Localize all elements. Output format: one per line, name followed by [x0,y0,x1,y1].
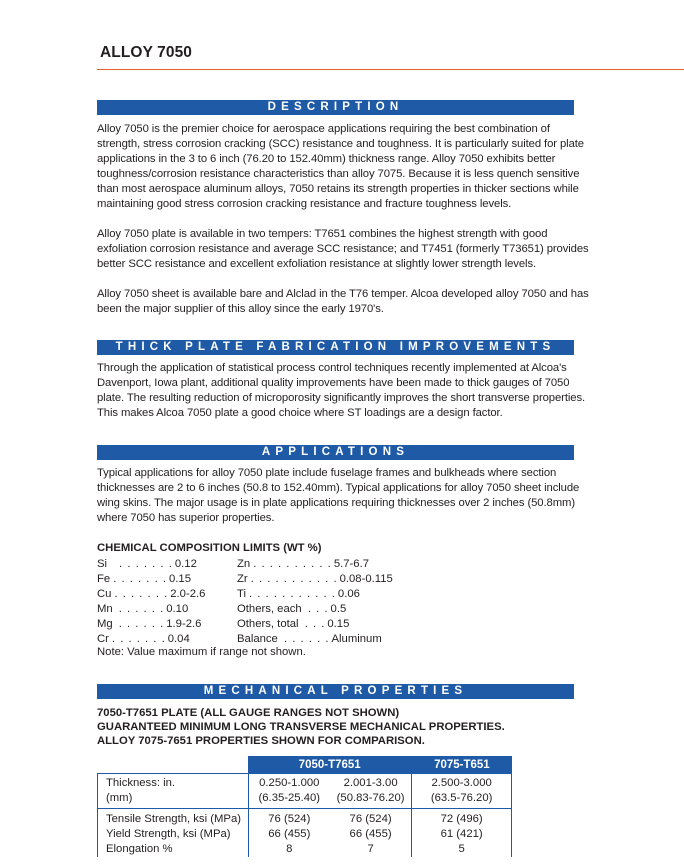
chem-element: Others, total [237,618,299,630]
table-corner [98,756,249,774]
thickness-label-in: Thickness: in. [106,777,176,789]
thickness-in: 2.500-3.000 [431,777,492,789]
chem-value: 5.7-6.7 [333,558,369,570]
chem-value: 0.15 [327,618,350,630]
chem-element: Mn [97,603,113,615]
text-line: This makes Alcoa 7050 plate a good choice where ST loadings are a design factor. [97,407,503,419]
text-line: Typical applications for alloy 7050 plate include fuselage frames and bulkheads where section [97,467,557,479]
thickness-cell [412,774,512,809]
text-line: Davenport, Iowa plant, additional quality improvements have been made to thick gauges of 7050 [97,377,570,389]
thick-plate-paragraph [97,361,586,421]
description-paragraph-2 [97,227,589,272]
chem-dots: . . . . . . . [113,573,167,585]
description-paragraph-3 [97,287,589,317]
thickness-mm: (63.5-76.20) [430,792,493,804]
column-header-7050: 7050-T7651 [248,756,412,774]
chem-row [237,572,393,587]
description-heading: DESCRIPTION [97,100,574,115]
chem-dots: . . . . . . . [114,588,169,600]
chem-row [237,632,382,647]
text-line: strength, stress corrosion cracking (SCC) resistance and toughness. It is particularly suited for plate [97,138,584,150]
value-cell: 61 (421) [412,827,512,842]
chem-row [97,587,205,602]
chem-element: Ti [237,588,246,600]
applications-heading: APPLICATIONS [97,445,574,460]
chem-dots: . . . [304,618,326,630]
text-line: exfoliation corrosion resistance and average SCC resistance; and T7451 (formerly T73651) provides [97,243,589,255]
row-label: Elongation % [98,842,249,857]
chem-element: Cr [97,633,109,645]
thickness-mm: (50.83-76.20) [336,792,405,804]
thickness-label-mm: (mm) [106,792,133,804]
applications-paragraph [97,466,580,526]
chem-value: Aluminum [331,633,382,645]
value-cell: 72 (496) [412,809,512,828]
value-cell: 76 (524) [248,809,330,828]
chem-value: 0.04 [167,633,190,645]
chem-row [97,572,191,587]
chem-dots: . . . . . . . [111,633,166,645]
row-label: Yield Strength, ksi (MPa) [98,827,249,842]
chem-element: Zr [237,573,248,585]
chem-value: 1.9-2.6 [166,618,202,630]
chem-row [237,587,360,602]
chem-row [237,617,349,632]
chem-dots: . . . . . . [283,633,330,645]
thick-plate-heading: THICK PLATE FABRICATION IMPROVEMENTS [97,340,574,355]
text-line: applications in the 3 to 6 inch (76.20 to 152.40mm) thickness range. Alloy 7050 exhibits better [97,153,556,165]
text-line: maintaining good stress corrosion cracking resistance and fracture toughness levels. [97,198,512,210]
mechanical-subheading-line: GUARANTEED MINIMUM LONG TRANSVERSE MECHANICAL PROPERTIES. [97,721,505,733]
text-line: Alloy 7050 sheet is available bare and Alclad in the T76 temper. Alcoa developed alloy 7050 and has [97,288,589,300]
chem-row [97,632,190,647]
text-line: Through the application of statistical process control techniques recently implemented at Alcoa's [97,362,567,374]
thickness-mm: (6.35-25.40) [258,792,321,804]
chem-dots: . . . . . . . . . . [253,558,332,570]
chem-dots: . . . . . . [118,618,165,630]
mechanical-subheading-line: ALLOY 7075-7651 PROPERTIES SHOWN FOR COMPARISON. [97,735,425,747]
description-paragraph-1 [97,122,584,212]
chem-row [237,602,346,617]
text-line: Alloy 7050 is the premier choice for aerospace applications requiring the best combination of [97,123,550,135]
thickness-in: 2.001-3.00 [343,777,398,789]
thickness-cell [330,774,412,809]
text-line: toughness/corrosion resistance characteristics than alloy 7075. Because it is less quench sensitive [97,168,580,180]
column-header-7075: 7075-T651 [412,756,512,774]
chem-dots: . . . . . . . [119,558,173,570]
value-cell: 5 [412,842,512,857]
chem-element: Fe [97,573,111,585]
thickness-cell [248,774,330,809]
chem-value: 0.10 [166,603,189,615]
chem-element: Balance [237,633,278,645]
chem-element: Mg [97,618,113,630]
chem-value: 0.15 [169,573,191,585]
text-line: than most aerospace aluminum alloys, 7050 retains its strength properties in thicker sections while [97,183,579,195]
mechanical-heading: MECHANICAL PROPERTIES [97,684,574,699]
thickness-label-cell [98,774,249,809]
text-line: wing skins. The major usage is in plate applications requiring thicknesses over 2 inches (50.8mm) [97,497,575,509]
mechanical-properties-table [97,756,512,857]
chem-element: Si [97,558,108,570]
text-line: Alloy 7050 plate is available in two tempers: T7651 combines the highest strength with good [97,228,548,240]
chem-value: 0.08-0.115 [339,573,393,585]
chem-value: 0.5 [330,603,347,615]
text-line: plate. The resulting reduction of microporosity significantly improves the short transverse properties. [97,392,586,404]
chemical-note: Note: Value maximum if range not shown. [97,646,306,658]
value-cell: 76 (524) [349,813,392,825]
chemical-composition-heading: CHEMICAL COMPOSITION LIMITS (WT %) [97,542,322,554]
chem-value: 0.12 [174,558,197,570]
chem-element: Others, each [237,603,302,615]
chem-dots: . . . . . . . . . . . [250,573,338,585]
text-line: better SCC resistance and excellent exfoliation resistance at slightly lower strength levels. [97,258,537,270]
thickness-in: 0.250-1.000 [259,777,320,789]
row-label: Tensile Strength, ksi (MPa) [98,809,249,828]
value-cell: 66 (455) [248,827,330,842]
text-line: where 7050 has superior properties. [97,512,275,524]
value-cell: 7 [367,843,374,855]
chem-dots: . . . . . . . . . . . [249,588,336,600]
chem-element: Cu [97,588,112,600]
chem-row [97,617,201,632]
chem-row [97,602,188,617]
chem-dots: . . . . . . [118,603,165,615]
title-rule [97,69,684,70]
chem-row [237,557,369,572]
text-line: been the major supplier of this alloy since the early 1970's. [97,303,384,315]
chem-row [97,557,197,572]
chem-dots: . . . [307,603,329,615]
chem-element: Zn [237,558,251,570]
value-cell: 66 (455) [349,828,392,840]
chem-value: 2.0-2.6 [170,588,206,600]
mechanical-subheading-line: 7050-T7651 PLATE (ALL GAUGE RANGES NOT SHOWN) [97,707,400,719]
page-title: ALLOY 7050 [100,44,193,61]
chem-value: 0.06 [337,588,360,600]
value-cell: 8 [248,842,330,857]
text-line: thicknesses are 2 to 6 inches (50.8 to 152.40mm). Typical applications for alloy 7050 sheet include [97,482,580,494]
